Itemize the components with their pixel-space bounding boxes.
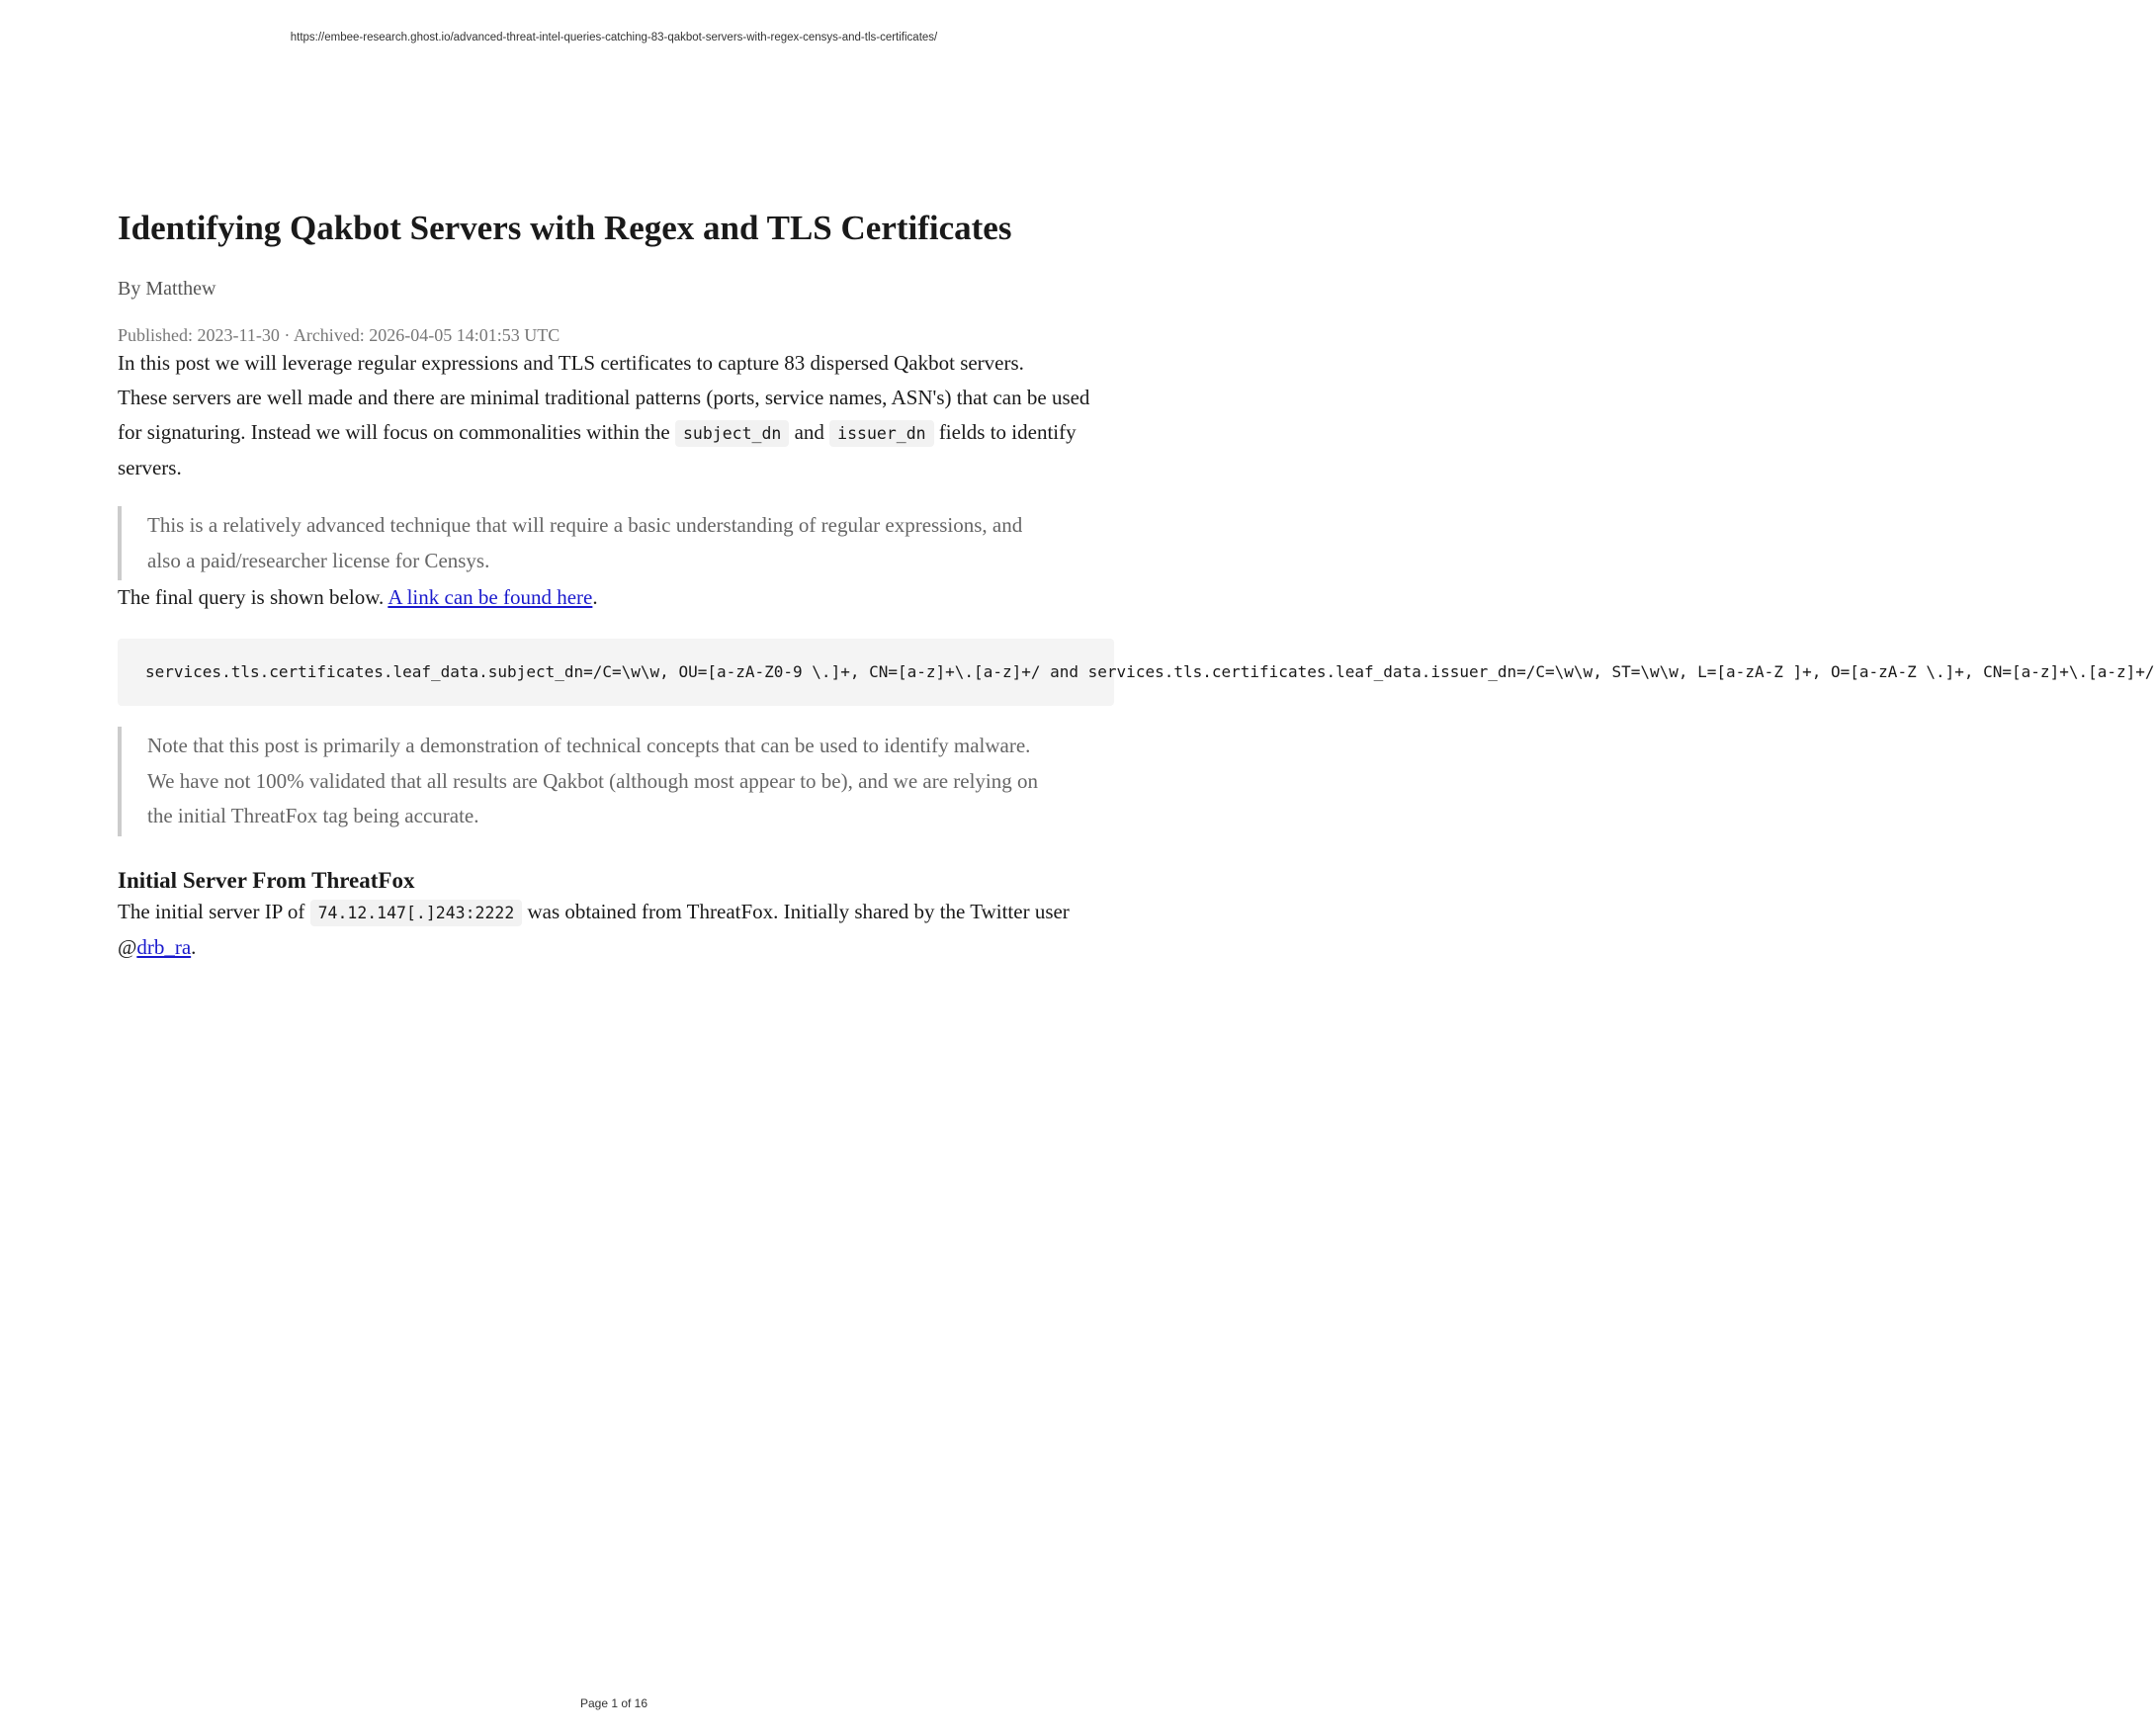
paragraph-text: . (191, 935, 197, 960)
advanced-technique-note: This is a relatively advanced technique that will require a basic understanding of regular expressions, and also a paid/researcher license for Censys. (118, 506, 1114, 580)
page-number-footer: Page 1 of 16 (579, 1696, 648, 1710)
query-link[interactable]: A link can be found here (388, 585, 593, 609)
author-byline: By Matthew (118, 278, 216, 300)
paragraph-text: The final query is shown below. (118, 585, 388, 609)
paragraph-text: These servers are well made and there are minimal traditional patterns (ports, service names, ASN's) that can be used for signaturing. Instead we will focus on commonalities within the (118, 386, 1090, 444)
page-url-header: https://embee-research.ghost.io/advanced-threat-intel-queries-catching-83-qakbot-servers-with-regex-censys-and-tls-certificates/ (290, 32, 938, 43)
inline-code-subject-dn: subject_dn (675, 420, 789, 447)
paragraph-text: was obtained from ThreatFox. Initially shared by the Twitter user @ (118, 900, 1070, 960)
validation-disclaimer-note: Note that this post is primarily a demonstration of technical concepts that can be used to identify malware. We have not 100% validated that all results are Qakbot (although most appear to be), and we are relying on the initial ThreatFox tag being accurate. (118, 727, 1114, 836)
paragraph-text: . (592, 585, 598, 609)
inline-code-ip: 74.12.147[.]243:2222 (310, 900, 523, 926)
publish-meta: Published: 2023-11-30 · Archived: 2026-04-05 14:01:53 UTC (118, 325, 560, 345)
final-query-paragraph (118, 580, 1114, 615)
paragraph-text: fields to identify servers. (118, 420, 1077, 479)
inline-code-issuer-dn: issuer_dn (829, 420, 933, 447)
twitter-user-link[interactable]: drb_ra (136, 935, 192, 960)
intro-paragraph: In this post we will leverage regular expressions and TLS certificates to capture 83 dispersed Qakbot servers. (118, 351, 1024, 375)
censys-query-code-block[interactable]: services.tls.certificates.leaf_data.subject_dn=/C=\w\w, OU=[a-zA-Z0-9 \.]+, CN=[a-z]+\.[a-z]+/ and services.tls.certificates.leaf_data.issuer_dn=/C=\w\w, ST=\w\w, L=[a-zA-Z ]+, O=[a-zA-Z \.]+, CN=[a-z]+\.[a-z]+/ (118, 639, 1114, 706)
article-title: Identifying Qakbot Servers with Regex and TLS Certificates (118, 209, 1012, 247)
paragraph-fields (118, 381, 1114, 485)
initial-server-paragraph (118, 895, 1114, 965)
section-heading: Initial Server From ThreatFox (118, 867, 415, 893)
paragraph-text: and (789, 420, 830, 444)
paragraph-text: The initial server IP of (118, 900, 310, 924)
article (118, 208, 2155, 965)
